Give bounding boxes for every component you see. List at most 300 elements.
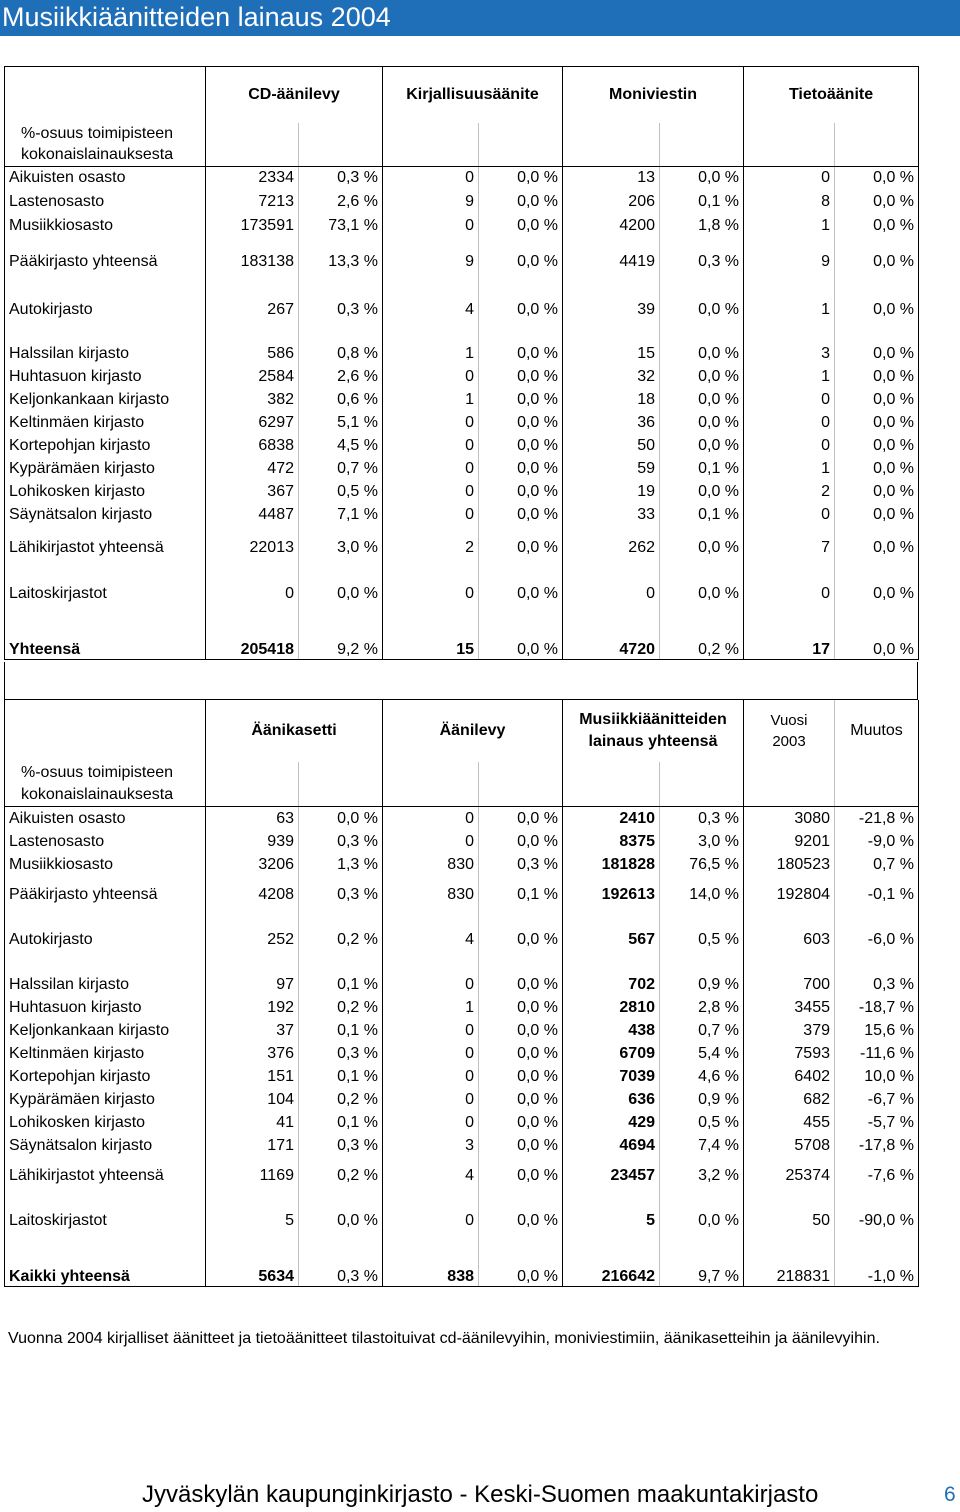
value-cell: 5,4 % xyxy=(660,1040,744,1063)
empty-cell xyxy=(744,784,835,806)
value-cell: 3,0 % xyxy=(660,828,744,851)
header-cd: CD-äänilevy xyxy=(206,67,383,123)
empty-cell xyxy=(835,784,919,806)
value-cell: 192 xyxy=(206,994,299,1017)
table-row xyxy=(5,501,919,524)
value-cell: 32 xyxy=(563,363,660,386)
value-cell: 0,3 % xyxy=(660,235,744,271)
value-cell: 0 xyxy=(383,1109,479,1132)
value-cell: 0,0 % xyxy=(479,1230,563,1286)
row-label: Aikuisten osasto xyxy=(5,167,206,187)
value-cell: 0,2 % xyxy=(660,603,744,660)
value-cell: 23457 xyxy=(563,1155,660,1185)
value-cell: 41 xyxy=(206,1109,299,1132)
value-cell: 0,3 % xyxy=(299,167,383,187)
value-cell: 2 xyxy=(383,524,479,557)
value-cell: 0,1 % xyxy=(660,187,744,211)
value-cell: 0,0 % xyxy=(835,501,919,524)
value-cell: 9 xyxy=(744,235,835,271)
value-cell: 7593 xyxy=(744,1040,835,1063)
value-cell: 252 xyxy=(206,904,299,949)
value-cell: 0,0 % xyxy=(835,524,919,557)
value-cell: 0,3 % xyxy=(299,874,383,904)
value-cell: 0 xyxy=(383,478,479,501)
value-cell: 0,0 % xyxy=(835,557,919,603)
value-cell: 0,0 % xyxy=(479,1063,563,1086)
empty-cell xyxy=(744,123,835,145)
header-year: 2003 xyxy=(772,733,806,750)
row-label: Säynätsalon kirjasto xyxy=(5,1132,206,1155)
row-label: Autokirjasto xyxy=(5,904,206,949)
value-cell: 4 xyxy=(383,271,479,319)
footer-text: Jyväskylän kaupunginkirjasto - Keski-Suomen maakuntakirjasto xyxy=(142,1481,819,1508)
value-cell: 0,0 % xyxy=(479,386,563,409)
value-cell: 0,3 % xyxy=(299,271,383,319)
empty-cell xyxy=(299,145,383,167)
value-cell: 205418 xyxy=(206,603,299,660)
value-cell: 0 xyxy=(383,806,479,828)
value-cell: 25374 xyxy=(744,1155,835,1185)
value-cell: 0,0 % xyxy=(835,319,919,363)
table-row xyxy=(5,557,919,603)
value-cell: 2410 xyxy=(563,806,660,828)
value-cell: 0 xyxy=(744,386,835,409)
value-cell: 37 xyxy=(206,1017,299,1040)
row-label: Musiikkiosasto xyxy=(5,211,206,235)
table-row xyxy=(5,187,919,211)
value-cell: 4,6 % xyxy=(660,1063,744,1086)
table-lending-2004-part2 xyxy=(4,700,919,1287)
empty-cell xyxy=(383,123,479,145)
value-cell: -17,8 % xyxy=(835,1132,919,1155)
value-cell: 0,0 % xyxy=(479,524,563,557)
table-row xyxy=(5,603,919,660)
value-cell: -18,7 % xyxy=(835,994,919,1017)
table-row xyxy=(5,904,919,949)
pct-label: %-osuus toimipisteen xyxy=(5,123,206,145)
header-aanikasetti: Äänikasetti xyxy=(206,700,383,762)
value-cell: -7,6 % xyxy=(835,1155,919,1185)
empty-cell xyxy=(206,784,299,806)
value-cell: 2,8 % xyxy=(660,994,744,1017)
empty-cell xyxy=(299,784,383,806)
value-cell: 0,0 % xyxy=(660,557,744,603)
value-cell: 59 xyxy=(563,455,660,478)
value-cell: 2 xyxy=(744,478,835,501)
empty-cell xyxy=(660,123,744,145)
table-row xyxy=(5,994,919,1017)
row-label: Laitoskirjastot xyxy=(5,1185,206,1230)
header-vuosi: Vuosi xyxy=(770,712,808,729)
value-cell: 0 xyxy=(383,1086,479,1109)
value-cell: -1,0 % xyxy=(835,1230,919,1286)
value-cell: 4419 xyxy=(563,235,660,271)
value-cell: 6838 xyxy=(206,432,299,455)
value-cell: 0,0 % xyxy=(660,478,744,501)
table-row xyxy=(5,319,919,363)
value-cell: 0,0 % xyxy=(479,1155,563,1185)
value-cell: -9,0 % xyxy=(835,828,919,851)
value-cell: 0,0 % xyxy=(299,806,383,828)
value-cell: 1 xyxy=(744,271,835,319)
value-cell: 5 xyxy=(206,1185,299,1230)
value-cell: 603 xyxy=(744,904,835,949)
value-cell: 13 xyxy=(563,167,660,187)
table-row xyxy=(5,524,919,557)
value-cell: 0 xyxy=(383,949,479,994)
value-cell: 0,1 % xyxy=(660,501,744,524)
value-cell: 0,0 % xyxy=(479,478,563,501)
header-row xyxy=(5,700,919,762)
header-moniviestin: Moniviestin xyxy=(563,67,744,123)
value-cell: 0,2 % xyxy=(299,1155,383,1185)
value-cell: 97 xyxy=(206,949,299,994)
value-cell: 0,0 % xyxy=(835,211,919,235)
value-cell: 0,1 % xyxy=(299,1109,383,1132)
value-cell: 0,0 % xyxy=(479,828,563,851)
value-cell: 1 xyxy=(383,386,479,409)
table-row xyxy=(5,455,919,478)
value-cell: 173591 xyxy=(206,211,299,235)
value-cell: 0,3 % xyxy=(299,828,383,851)
value-cell: 0,5 % xyxy=(299,478,383,501)
value-cell: 0,3 % xyxy=(299,1230,383,1286)
value-cell: 0,9 % xyxy=(660,949,744,994)
value-cell: 0,7 % xyxy=(835,851,919,874)
empty-cell xyxy=(479,762,563,784)
value-cell: 192804 xyxy=(744,874,835,904)
row-label: Kortepohjan kirjasto xyxy=(5,1063,206,1086)
value-cell: 0,2 % xyxy=(299,1086,383,1109)
value-cell: 2,6 % xyxy=(299,187,383,211)
empty-cell xyxy=(299,762,383,784)
value-cell: 5 xyxy=(563,1185,660,1230)
header-lainaus-line2: lainaus yhteensä xyxy=(588,733,718,750)
value-cell: 0,5 % xyxy=(660,1109,744,1132)
footnote: Vuonna 2004 kirjalliset äänitteet ja tietoäänitteet tilastoituivat cd-äänilevyihin, moniviestimiin, äänikasetteihin ja äänilevyihin. xyxy=(8,1330,880,1347)
table-row xyxy=(5,211,919,235)
value-cell: 682 xyxy=(744,1086,835,1109)
value-cell: 0,1 % xyxy=(299,1017,383,1040)
row-label: Halssilan kirjasto xyxy=(5,949,206,994)
value-cell: 63 xyxy=(206,806,299,828)
value-cell: 0,0 % xyxy=(835,432,919,455)
value-cell: 0,1 % xyxy=(299,1063,383,1086)
pct-label: %-osuus toimipisteen xyxy=(5,762,206,784)
value-cell: 181828 xyxy=(563,851,660,874)
value-cell: 4200 xyxy=(563,211,660,235)
value-cell: 10,0 % xyxy=(835,1063,919,1086)
value-cell: 0 xyxy=(383,409,479,432)
value-cell: 218831 xyxy=(744,1230,835,1286)
value-cell: 33 xyxy=(563,501,660,524)
value-cell: 0 xyxy=(383,1017,479,1040)
table-row xyxy=(5,432,919,455)
value-cell: 0,0 % xyxy=(835,409,919,432)
value-cell: 0,0 % xyxy=(479,557,563,603)
value-cell: -11,6 % xyxy=(835,1040,919,1063)
value-cell: 1 xyxy=(744,363,835,386)
value-cell: 15,6 % xyxy=(835,1017,919,1040)
pct-label-row xyxy=(5,784,919,806)
value-cell: 6297 xyxy=(206,409,299,432)
table-row xyxy=(5,949,919,994)
value-cell: 0,0 % xyxy=(479,409,563,432)
value-cell: 0 xyxy=(563,557,660,603)
value-cell: 0,0 % xyxy=(835,167,919,187)
value-cell: 216642 xyxy=(563,1230,660,1286)
value-cell: 0,0 % xyxy=(835,363,919,386)
value-cell: 7,1 % xyxy=(299,501,383,524)
value-cell: 0,0 % xyxy=(835,187,919,211)
table-lending-2004-part1 xyxy=(4,66,919,660)
table-row xyxy=(5,851,919,874)
row-label: Huhtasuon kirjasto xyxy=(5,363,206,386)
value-cell: 6709 xyxy=(563,1040,660,1063)
empty-cell xyxy=(660,145,744,167)
row-label: Keltinmäen kirjasto xyxy=(5,409,206,432)
value-cell: 0,0 % xyxy=(479,432,563,455)
value-cell: 0,0 % xyxy=(299,557,383,603)
value-cell: 9 xyxy=(383,187,479,211)
value-cell: 0,0 % xyxy=(660,386,744,409)
row-label: Säynätsalon kirjasto xyxy=(5,501,206,524)
value-cell: 438 xyxy=(563,1017,660,1040)
value-cell: 0 xyxy=(383,211,479,235)
empty-cell xyxy=(835,123,919,145)
value-cell: 192613 xyxy=(563,874,660,904)
value-cell: 0 xyxy=(744,432,835,455)
row-label: Keljonkankaan kirjasto xyxy=(5,1017,206,1040)
value-cell: 0 xyxy=(383,455,479,478)
value-cell: 838 xyxy=(383,1230,479,1286)
value-cell: 1 xyxy=(383,994,479,1017)
value-cell: 7213 xyxy=(206,187,299,211)
row-label: Lastenosasto xyxy=(5,828,206,851)
value-cell: 0,0 % xyxy=(835,386,919,409)
value-cell: -6,7 % xyxy=(835,1086,919,1109)
table-row xyxy=(5,1040,919,1063)
empty-cell xyxy=(835,145,919,167)
table-row xyxy=(5,409,919,432)
value-cell: 0 xyxy=(383,828,479,851)
value-cell: 382 xyxy=(206,386,299,409)
value-cell: 9,2 % xyxy=(299,603,383,660)
value-cell: 0,0 % xyxy=(479,211,563,235)
value-cell: 0,9 % xyxy=(660,1086,744,1109)
value-cell: 9201 xyxy=(744,828,835,851)
value-cell: -5,7 % xyxy=(835,1109,919,1132)
value-cell: 0,0 % xyxy=(479,1086,563,1109)
value-cell: 1 xyxy=(744,455,835,478)
value-cell: 8 xyxy=(744,187,835,211)
row-label: Autokirjasto xyxy=(5,271,206,319)
value-cell: 702 xyxy=(563,949,660,994)
value-cell: 0,0 % xyxy=(479,1040,563,1063)
value-cell: 7039 xyxy=(563,1063,660,1086)
value-cell: 0,0 % xyxy=(660,524,744,557)
empty-cell xyxy=(479,123,563,145)
row-label: Lähikirjastot yhteensä xyxy=(5,1155,206,1185)
empty-cell xyxy=(206,762,299,784)
value-cell: 0,0 % xyxy=(479,1017,563,1040)
value-cell: 0,0 % xyxy=(299,1185,383,1230)
value-cell: 0,0 % xyxy=(479,167,563,187)
row-label: Halssilan kirjasto xyxy=(5,319,206,363)
table-row xyxy=(5,828,919,851)
table-row xyxy=(5,386,919,409)
value-cell: 0,0 % xyxy=(835,235,919,271)
row-label: Kypärämäen kirjasto xyxy=(5,455,206,478)
header-empty xyxy=(5,67,206,123)
value-cell: 0,2 % xyxy=(299,994,383,1017)
empty-cell xyxy=(660,784,744,806)
value-cell: 1 xyxy=(744,211,835,235)
value-cell: 73,1 % xyxy=(299,211,383,235)
header-vuosi-2003 xyxy=(744,700,835,762)
value-cell: 0 xyxy=(383,1040,479,1063)
value-cell: 0 xyxy=(383,1185,479,1230)
value-cell: 1,8 % xyxy=(660,211,744,235)
value-cell: 0,0 % xyxy=(660,432,744,455)
value-cell: 183138 xyxy=(206,235,299,271)
value-cell: -21,8 % xyxy=(835,806,919,828)
value-cell: 0 xyxy=(383,167,479,187)
value-cell: 171 xyxy=(206,1132,299,1155)
row-label: Keljonkankaan kirjasto xyxy=(5,386,206,409)
value-cell: 0,0 % xyxy=(479,904,563,949)
value-cell: 0,0 % xyxy=(479,271,563,319)
row-label: Yhteensä xyxy=(5,603,206,660)
pct-label-row xyxy=(5,123,919,145)
value-cell: 17 xyxy=(744,603,835,660)
value-cell: 4 xyxy=(383,904,479,949)
value-cell: 76,5 % xyxy=(660,851,744,874)
page-title: Musiikkiäänitteiden lainaus 2004 xyxy=(0,0,960,36)
value-cell: 0,3 % xyxy=(299,1040,383,1063)
value-cell: 9 xyxy=(383,235,479,271)
value-cell: 0,0 % xyxy=(660,409,744,432)
table-row xyxy=(5,271,919,319)
value-cell: 13,3 % xyxy=(299,235,383,271)
value-cell: 4487 xyxy=(206,501,299,524)
value-cell: 8375 xyxy=(563,828,660,851)
value-cell: 700 xyxy=(744,949,835,994)
value-cell: 1 xyxy=(383,319,479,363)
value-cell: 0 xyxy=(383,432,479,455)
row-label: Lohikosken kirjasto xyxy=(5,1109,206,1132)
value-cell: 15 xyxy=(383,603,479,660)
value-cell: 0,3 % xyxy=(835,949,919,994)
empty-cell xyxy=(206,145,299,167)
empty-cell xyxy=(383,145,479,167)
header-row xyxy=(5,67,919,123)
value-cell: 0,2 % xyxy=(299,904,383,949)
header-lainaus-yhteensa xyxy=(563,700,744,762)
value-cell: 0,0 % xyxy=(479,949,563,994)
value-cell: 0,0 % xyxy=(660,167,744,187)
value-cell: 0,0 % xyxy=(479,1132,563,1155)
value-cell: 7,4 % xyxy=(660,1132,744,1155)
empty-cell xyxy=(744,762,835,784)
value-cell: 0,0 % xyxy=(835,455,919,478)
value-cell: 267 xyxy=(206,271,299,319)
value-cell: 0,1 % xyxy=(299,949,383,994)
value-cell: 4 xyxy=(383,1155,479,1185)
value-cell: 7 xyxy=(744,524,835,557)
value-cell: 455 xyxy=(744,1109,835,1132)
value-cell: 0 xyxy=(744,167,835,187)
value-cell: 5708 xyxy=(744,1132,835,1155)
value-cell: 0,0 % xyxy=(835,478,919,501)
value-cell: 19 xyxy=(563,478,660,501)
value-cell: 636 xyxy=(563,1086,660,1109)
header-empty xyxy=(5,700,206,762)
value-cell: 939 xyxy=(206,828,299,851)
table-row xyxy=(5,1017,919,1040)
value-cell: 0,0 % xyxy=(660,1185,744,1230)
page-number: 6 xyxy=(944,1483,956,1506)
value-cell: 0 xyxy=(744,409,835,432)
pct-label-row xyxy=(5,145,919,167)
value-cell: 0,7 % xyxy=(299,455,383,478)
table-row xyxy=(5,1109,919,1132)
pct-label: kokonaislainauksesta xyxy=(5,784,206,806)
value-cell: 0,5 % xyxy=(660,904,744,949)
empty-cell xyxy=(479,784,563,806)
header-aanilevy: Äänilevy xyxy=(383,700,563,762)
table-separator xyxy=(4,662,918,700)
value-cell: -90,0 % xyxy=(835,1185,919,1230)
value-cell: 2584 xyxy=(206,363,299,386)
value-cell: 830 xyxy=(383,874,479,904)
value-cell: 206 xyxy=(563,187,660,211)
value-cell: 0,0 % xyxy=(479,363,563,386)
value-cell: -0,1 % xyxy=(835,874,919,904)
value-cell: 367 xyxy=(206,478,299,501)
value-cell: 0,0 % xyxy=(835,271,919,319)
value-cell: 0 xyxy=(744,501,835,524)
value-cell: 22013 xyxy=(206,524,299,557)
empty-cell xyxy=(479,145,563,167)
table-row xyxy=(5,1132,919,1155)
value-cell: 0,1 % xyxy=(660,455,744,478)
value-cell: 0 xyxy=(383,501,479,524)
value-cell: 0 xyxy=(383,363,479,386)
empty-cell xyxy=(563,784,660,806)
row-label: Pääkirjasto yhteensä xyxy=(5,874,206,904)
value-cell: 830 xyxy=(383,851,479,874)
value-cell: 1169 xyxy=(206,1155,299,1185)
value-cell: 50 xyxy=(744,1185,835,1230)
value-cell: 14,0 % xyxy=(660,874,744,904)
row-label: Lastenosasto xyxy=(5,187,206,211)
table-row xyxy=(5,806,919,828)
value-cell: 0,0 % xyxy=(479,455,563,478)
value-cell: 0,0 % xyxy=(479,235,563,271)
table-row xyxy=(5,1230,919,1286)
value-cell: 36 xyxy=(563,409,660,432)
value-cell: 0,1 % xyxy=(479,874,563,904)
empty-cell xyxy=(660,762,744,784)
value-cell: 5,1 % xyxy=(299,409,383,432)
row-label: Keltinmäen kirjasto xyxy=(5,1040,206,1063)
header-tieto: Tietoäänite xyxy=(744,67,919,123)
value-cell: 4694 xyxy=(563,1132,660,1155)
table-row xyxy=(5,478,919,501)
empty-cell xyxy=(563,145,660,167)
value-cell: 0,0 % xyxy=(479,187,563,211)
